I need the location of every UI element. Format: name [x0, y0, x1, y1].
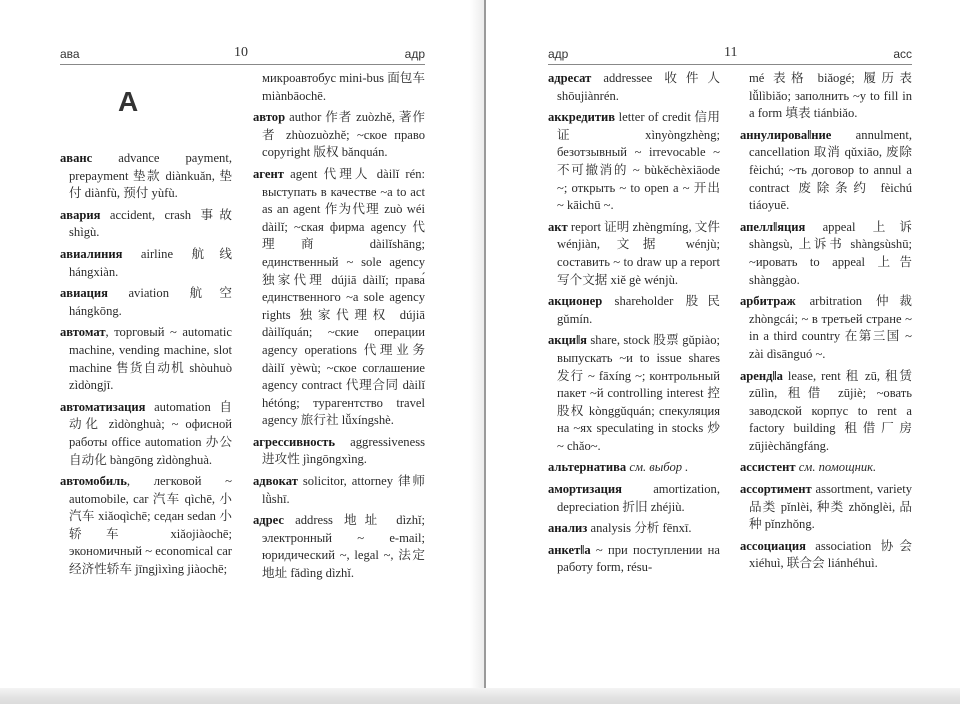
dictionary-entry: [253, 166, 425, 430]
dictionary-entry: [548, 70, 720, 105]
headword: акт: [548, 219, 568, 234]
running-head: [60, 44, 425, 65]
dictionary-entry: [60, 324, 232, 394]
definition: aggressiveness 进攻性 jìngōngxìng.: [262, 434, 425, 467]
entry-continuation: [253, 70, 425, 105]
headword: адрес: [253, 513, 285, 528]
headword: аннулирова‖ние: [740, 127, 832, 142]
definition: ~ при поступлении на работу form, résu-: [557, 542, 720, 575]
definition: , торговый ~ automatic machine, vending machine, slot machine 售货自动机 shòuhuò zìdòngjī.: [69, 325, 232, 393]
headword: акци‖я: [548, 333, 587, 348]
definition: shareholder 股民 gǔmín.: [557, 294, 720, 326]
headword: амортизация: [548, 482, 622, 497]
headword: автоматизация: [60, 399, 146, 414]
dictionary-entry: [740, 459, 912, 477]
dictionary-entry: [740, 538, 912, 573]
headword: автомобиль: [60, 474, 127, 489]
headword: адресат: [548, 71, 592, 85]
definition: arbitration 仲裁 zhòngcái; ~ в третьей стране ~ in a third country 在第三国 ~ zài dìsānguó ~.: [749, 294, 912, 361]
definition: report 证明 zhèngmíng, 文件 wénjiàn, 文据 wénjù; составить ~ to draw up a report 写个文据 xiě gè wénjù.: [557, 219, 720, 287]
headword: автор: [253, 110, 286, 125]
definition: mé 表格 biǎogé; 履历表 lǚlìbiǎo; заполнить ~у to fill in a form 填表 tiánbiǎo.: [749, 71, 912, 121]
definition: addressee 收件人 shōujiànrén.: [557, 71, 720, 103]
dictionary-entry: [548, 520, 720, 538]
headword: апелл‖яция: [740, 219, 806, 234]
dictionary-entry: [60, 473, 232, 579]
headword: альтернатива: [548, 460, 627, 475]
definition: aviation 航空 hángkōng.: [69, 286, 232, 318]
left-page: [0, 0, 484, 690]
entry-continuation: [740, 70, 912, 123]
dictionary-entry: [60, 246, 232, 281]
dictionary-entry: [740, 481, 912, 534]
definition: address 地址 dìzhǐ; электронный ~ e-mail; юридический ~, legal ~, 法定地址 fǎdìng dìzhǐ.: [262, 513, 425, 581]
definition: automation 自动化 zìdònghuà; ~ офисной работы office automation 办公自动化 bàngōng zìdònghuà.: [69, 399, 232, 467]
page-bottom-edge: [0, 688, 960, 704]
definition: analysis 分析 fēnxī.: [587, 521, 692, 536]
headword: агент: [253, 166, 284, 181]
definition: letter of credit 信用证 xìnyòngzhèng; безотзывный ~ irrevocable ~ 不可撤消的 ~ bùkěchèxiāode ~; открыть ~ to open a ~ 开出 ~ kāichū ~.: [557, 110, 720, 213]
guide-word-first: ава: [60, 47, 80, 61]
dictionary-entry: [740, 127, 912, 215]
dictionary-entry: [548, 219, 720, 289]
definition: lease, rent 租 zū, 租赁 zūlìn, 租借 zūjiè; ~овать заводской корпус to rent a factory building 租借厂房 zūjièchǎngfáng.: [749, 368, 912, 453]
dictionary-entry: [740, 368, 912, 456]
dictionary-entry: [548, 481, 720, 516]
dictionary-entry: [548, 542, 720, 577]
definition: share, stock 股票 gǔpiào; выпускать ~и to issue shares 发行 ~ fāxíng ~; контрольный пакет ~й controlling interest 控股权 kònggǔquán; спекуляция на ~ях speculating in stocks 炒 ~ chǎo~.: [557, 333, 720, 453]
dictionary-entry: [253, 512, 425, 582]
definition: annulment, cancellation 取消 qǔxiāo, 废除 fèichú; ~ть договор to annul a contract 废除条约 fèichú tiáoyuē.: [749, 127, 912, 213]
definition: , легковой ~ automobile, car 汽车 qìchē, 小汽车 xiǎoqìchē; седан sedan 小轿车 xiǎojiàochē; экономичный ~ economical car 经济性轿车 jīngjìxìng jiàochē;: [69, 474, 232, 577]
guide-word-last: асс: [893, 47, 912, 61]
definition: airline 航线 hángxiàn.: [69, 246, 232, 279]
definition: appeal 上诉 shàngsù, 上诉书 shàngsùshū; ~ировать to appeal 上告 shànggào.: [749, 219, 912, 287]
running-head: [548, 44, 912, 65]
column-2: [253, 70, 425, 587]
page-number: 11: [724, 45, 738, 60]
headword: аренд‖а: [740, 368, 783, 383]
headword: акционер: [548, 294, 603, 309]
dictionary-entry: [548, 459, 720, 477]
dictionary-entry: [253, 473, 425, 508]
headword: ассортимент: [740, 482, 812, 497]
column-2: [740, 70, 912, 577]
definition: agent 代理人 dàilǐ rén: выступать в качестве ~а to act as an agent 作为代理 zuò wéi dàilǐ; ~ская фирма agency 代理商 dàilǐshāng; единственный ~ sole agency 独家代理 dújiā dàilǐ; права́ единственного ~а sole agency rights 独家代理权 dújiā dàilǐquán; ~ские операции agency operations 代理业务 dàilǐ yèwù; ~ское соглашение agency contract 代理合同 dàilǐ hétóng; турагентство travel agency 旅行社 lǚxíngshè.: [262, 166, 425, 428]
headword: анкет‖а: [548, 542, 591, 557]
definition: accident, crash 事故 shìgù.: [69, 207, 232, 240]
dictionary-entry: [740, 293, 912, 363]
cross-reference: см. помощник.: [795, 460, 877, 475]
dictionary-entry: [548, 332, 720, 455]
dictionary-entry: [60, 150, 232, 203]
guide-word-last: адр: [404, 47, 425, 61]
column-1: [548, 70, 720, 581]
headword: ассистент: [740, 460, 796, 475]
dictionary-entry: [253, 434, 425, 469]
headword: агрессивность: [253, 434, 335, 449]
headword: автомат: [60, 325, 106, 340]
definition: amortization, depreciation 折旧 zhéjiù.: [557, 482, 720, 514]
headword: авиация: [60, 286, 108, 301]
headword: анализ: [548, 521, 588, 536]
dictionary-entry: [548, 293, 720, 328]
headword: адвокат: [253, 474, 298, 489]
dictionary-entry: [60, 285, 232, 320]
definition: advance payment, prepayment 垫款 diànkuǎn, 垫付 diànfù, 预付 yùfù.: [69, 151, 232, 201]
headword: авиалиния: [60, 246, 123, 261]
definition: микроавтобус mini-bus 面包车 miànbāochē.: [262, 71, 425, 103]
headword: авария: [60, 207, 101, 222]
headword: аванс: [60, 151, 93, 165]
guide-word-first: адр: [548, 47, 569, 61]
headword: ассоциация: [740, 538, 806, 553]
headword: аккредитив: [548, 110, 616, 125]
section-letter: А: [118, 86, 139, 117]
dictionary-entry: [740, 219, 912, 289]
dictionary-entry: [60, 207, 232, 242]
definition: assortment, variety 品类 pǐnlèi, 种类 zhǒnglèi, 品种 pǐnzhǒng.: [749, 482, 912, 532]
dictionary-entry: [548, 109, 720, 215]
right-page: [486, 0, 960, 690]
headword: арбитраж: [740, 294, 796, 309]
dictionary-entry: [253, 109, 425, 162]
definition: solicitor, attorney 律师 lǜshī.: [262, 474, 425, 506]
column-1: [60, 150, 232, 583]
dictionary-entry: [60, 399, 232, 469]
definition: association 协会 xiéhuì, 联合会 liánhéhuì.: [749, 538, 912, 571]
page-number: 10: [234, 45, 248, 60]
definition: author 作者 zuòzhě, 著作者 zhùozuòzhě; ~ское право copyright 版权 bǎnquán.: [262, 110, 425, 160]
cross-reference: см. выбор .: [626, 460, 689, 475]
